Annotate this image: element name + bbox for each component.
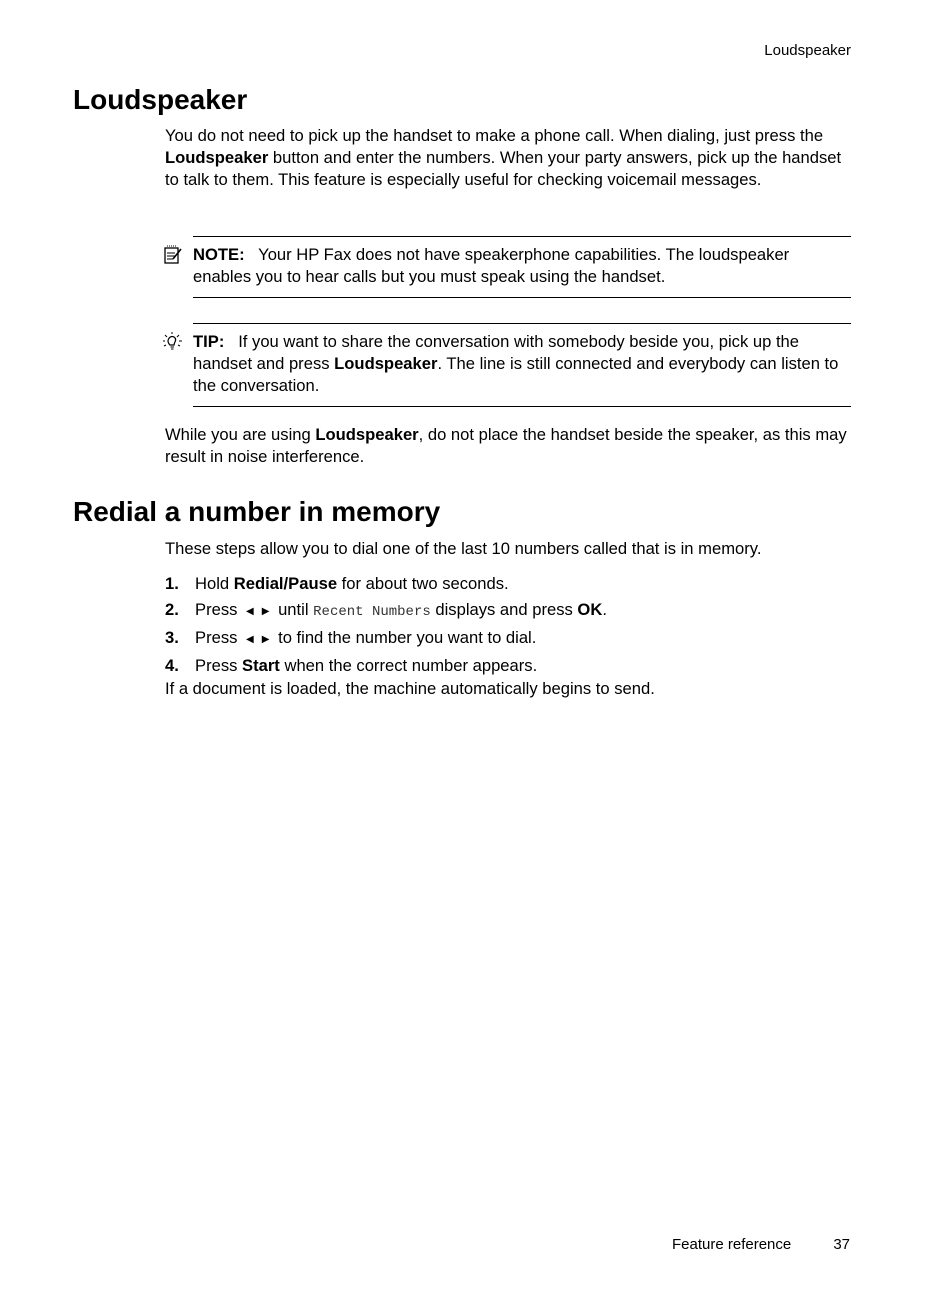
- text: .: [602, 600, 607, 619]
- tip-box: [193, 323, 851, 407]
- tip-label: TIP:: [193, 332, 225, 351]
- step-number: 2.: [165, 600, 179, 619]
- redial-steps: [165, 571, 855, 679]
- redial-outro: If a document is loaded, the machine automatically begins to send.: [165, 679, 655, 698]
- section-title-loudspeaker: Loudspeaker: [73, 84, 248, 115]
- step: [165, 597, 855, 625]
- step: [165, 653, 855, 679]
- redial-intro: These steps allow you to dial one of the last 10 numbers called that is in memory.: [165, 539, 762, 558]
- lightbulb-icon: [163, 332, 183, 352]
- text: button and enter the numbers. When your party answers, pick up the handset to talk to them. This feature is especially useful for checking voicemail messages.: [165, 148, 842, 189]
- right-arrow-icon: ▶: [261, 606, 270, 617]
- footer-section: Feature reference: [672, 1236, 792, 1253]
- section-title-redial: Redial a number in memory: [73, 496, 441, 527]
- bold-term: Loudspeaker: [315, 425, 419, 444]
- text: to find the number you want to dial.: [278, 628, 537, 647]
- page-number: 37: [833, 1236, 850, 1253]
- running-header: Loudspeaker: [764, 42, 851, 59]
- bold-term: Redial/Pause: [233, 574, 338, 593]
- loudspeaker-intro: [165, 125, 855, 191]
- bold-term: OK: [577, 600, 603, 619]
- right-arrow-icon: ▶: [261, 634, 270, 645]
- text: Hold: [195, 574, 234, 593]
- text: displays and press: [430, 600, 578, 619]
- left-arrow-icon: ◀: [246, 606, 254, 617]
- text: , do not place the handset beside the speaker, as this may result in noise interference.: [165, 425, 847, 466]
- left-arrow-icon: ◀: [246, 634, 254, 645]
- text: While you are using: [165, 425, 316, 444]
- text: . The line is still connected and everybody can listen to the conversation.: [193, 354, 839, 395]
- text: If you want to share the conversation with somebody beside you, pick up the handset and press: [193, 332, 800, 373]
- text: Press: [195, 600, 238, 619]
- bold-term: Start: [242, 656, 280, 675]
- display-text: Recent Numbers: [313, 604, 431, 620]
- bold-term: Loudspeaker: [334, 354, 438, 373]
- bold-term: Loudspeaker: [165, 148, 269, 167]
- text: Press: [195, 656, 243, 675]
- step-number: 3.: [165, 628, 179, 647]
- step: [165, 571, 855, 597]
- text: for about two seconds.: [337, 574, 509, 593]
- text: until: [278, 600, 314, 619]
- step-number: 1.: [165, 574, 179, 593]
- note-label: NOTE:: [193, 245, 245, 264]
- step: [165, 625, 855, 653]
- loudspeaker-warning: [165, 424, 855, 468]
- text: when the correct number appears.: [279, 656, 538, 675]
- note-box: [193, 236, 851, 298]
- step-number: 4.: [165, 656, 179, 675]
- text: You do not need to pick up the handset to make a phone call. When dialing, just press the: [165, 126, 824, 145]
- note-text: Your HP Fax does not have speakerphone capabilities. The loudspeaker enables you to hear calls but you must speak using the handset.: [193, 245, 790, 286]
- text: Press: [195, 628, 238, 647]
- note-icon: [163, 245, 183, 265]
